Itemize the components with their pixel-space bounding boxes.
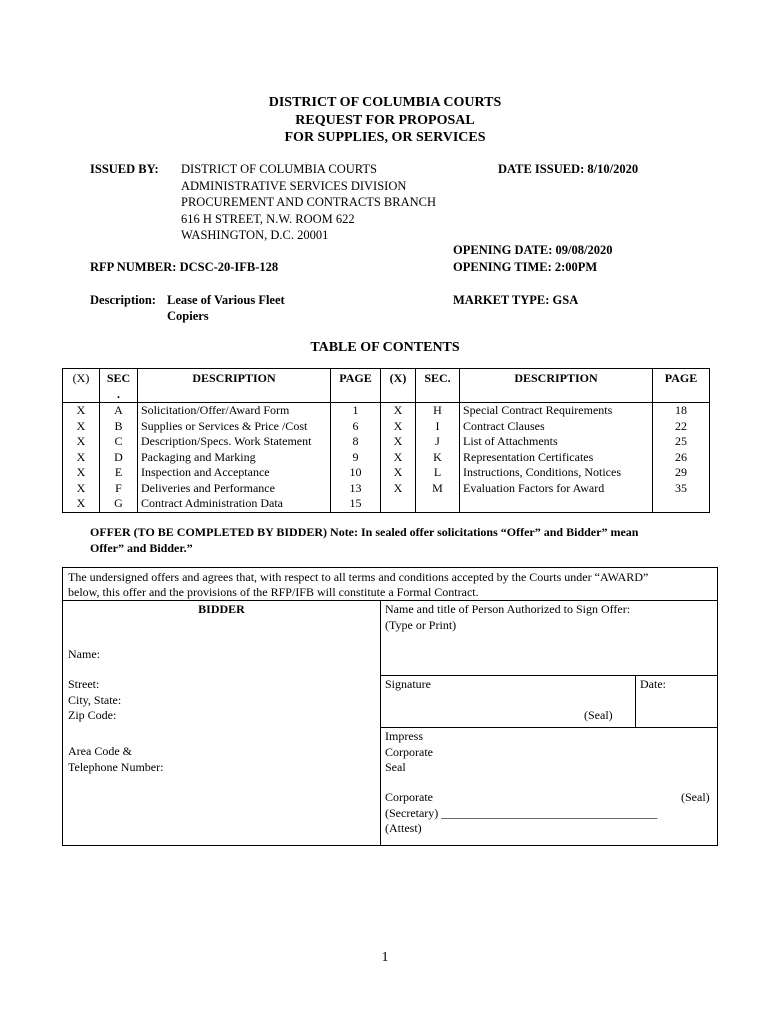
toc-page-2: 18 <box>653 403 710 419</box>
toc-x: X <box>63 403 100 419</box>
toc-sec: G <box>100 496 138 512</box>
toc-sec-2 <box>416 496 460 512</box>
toc-desc: Supplies or Services & Price /Cost <box>138 419 331 435</box>
toc-header-row <box>63 369 710 403</box>
toc-x-2 <box>381 496 416 512</box>
form-column-divider <box>380 600 381 845</box>
toc-x: X <box>63 434 100 450</box>
toc-x-2: X <box>381 419 416 435</box>
date-label: Date: <box>640 677 666 691</box>
corporate-secretary-label: Corporate <box>385 790 433 804</box>
toc-table <box>62 368 710 513</box>
offer-intro-line-1: The undersigned offers and agrees that, with respect to all terms and conditions accepted by the Courts under “AWARD” <box>68 570 649 584</box>
toc-x: X <box>63 481 100 497</box>
toc-x-2: X <box>381 465 416 481</box>
form-date-divider <box>635 675 636 727</box>
toc-page: 10 <box>331 465 381 481</box>
toc-x: X <box>63 419 100 435</box>
toc-desc-2: List of Attachments <box>460 434 653 450</box>
toc-sec: F <box>100 481 138 497</box>
toc-row <box>63 465 710 481</box>
toc-sec-2: J <box>416 434 460 450</box>
authorized-signer-label: Name and title of Person Authorized to Sign Offer: <box>385 602 631 616</box>
toc-page-2: 35 <box>653 481 710 497</box>
offer-intro-line-2: below, this offer and the provisions of the RFP/IFB will constitute a Formal Contract. <box>68 585 479 599</box>
toc-desc: Description/Specs. Work Statement <box>138 434 331 450</box>
toc-page: 8 <box>331 434 381 450</box>
name-label: Name: <box>68 647 100 661</box>
toc-sec-2: H <box>416 403 460 419</box>
corporate-label: Corporate <box>385 744 433 759</box>
toc-header-x: (X) <box>63 369 100 403</box>
toc-header-page: PAGE <box>331 369 381 403</box>
toc-page-2: 29 <box>653 465 710 481</box>
signature-seal-label: (Seal) <box>584 708 613 722</box>
toc-row <box>63 419 710 435</box>
toc-header-description: DESCRIPTION <box>138 369 331 403</box>
offer-note-line-1: OFFER (TO BE COMPLETED BY BIDDER) Note: In sealed offer solicitations “Offer” and Bidder” mean <box>90 525 639 539</box>
toc-desc-2: Evaluation Factors for Award <box>460 481 653 497</box>
description-line-2: Copiers <box>167 309 209 323</box>
issuer-line-3: PROCUREMENT AND CONTRACTS BRANCH <box>181 195 437 209</box>
toc-desc-2: Instructions, Conditions, Notices <box>460 465 653 481</box>
toc-x-2: X <box>381 403 416 419</box>
toc-desc-2: Contract Clauses <box>460 419 653 435</box>
toc-page: 9 <box>331 450 381 466</box>
opening-time: OPENING TIME: 2:00PM <box>453 260 598 274</box>
impress-label: Impress <box>385 729 423 743</box>
area-code-label: Area Code & <box>68 744 132 758</box>
toc-page-2: 26 <box>653 450 710 466</box>
document-title-line-2: REQUEST FOR PROPOSAL <box>295 112 475 128</box>
toc-desc: Packaging and Marking <box>138 450 331 466</box>
toc-row <box>63 434 710 450</box>
opening-date: OPENING DATE: 09/08/2020 <box>453 243 613 257</box>
signature-label: Signature <box>385 677 431 691</box>
toc-sec-2: M <box>416 481 460 497</box>
toc-header-description-2: DESCRIPTION <box>460 369 653 403</box>
form-divider <box>380 727 717 728</box>
toc-desc-2 <box>460 496 653 512</box>
bidder-heading: BIDDER <box>198 602 245 616</box>
toc-header-sec-dot: . <box>117 386 120 401</box>
toc-page: 13 <box>331 481 381 497</box>
toc-x: X <box>63 496 100 512</box>
toc-desc: Contract Administration Data <box>138 496 331 512</box>
corporate-seal-label: (Seal) <box>681 790 710 804</box>
market-type: MARKET TYPE: GSA <box>453 293 579 307</box>
date-issued: DATE ISSUED: 8/10/2020 <box>498 162 639 176</box>
form-divider <box>63 600 717 601</box>
toc-desc: Inspection and Acceptance <box>138 465 331 481</box>
document-title-line-3: FOR SUPPLIES, OR SERVICES <box>284 130 486 145</box>
toc-header-sec-2: SEC. <box>416 369 460 403</box>
toc-sec: C <box>100 434 138 450</box>
issuer-line-2: ADMINISTRATIVE SERVICES DIVISION <box>181 178 407 193</box>
issuer-line-4: 616 H STREET, N.W. ROOM 622 <box>181 211 355 226</box>
street-label: Street: <box>68 677 100 691</box>
seal-label: Seal <box>385 760 406 774</box>
attest-label: (Attest) <box>385 821 422 835</box>
toc-sec-2: L <box>416 465 460 481</box>
description-line-1: Lease of Various Fleet <box>167 293 285 307</box>
toc-header-sec <box>100 369 138 403</box>
toc-desc-2: Representation Certificates <box>460 450 653 466</box>
toc-page: 1 <box>331 403 381 419</box>
toc-row <box>63 496 710 512</box>
toc-x-2: X <box>381 450 416 466</box>
issuer-line-1: DISTRICT OF COLUMBIA COURTS <box>181 162 377 176</box>
zip-code-label: Zip Code: <box>68 708 117 722</box>
secretary-signature-line: (Secretary) ____________________________________ <box>385 805 658 820</box>
toc-x: X <box>63 465 100 481</box>
toc-header-x-2: (X) <box>381 369 416 403</box>
toc-x: X <box>63 450 100 466</box>
type-or-print-label: (Type or Print) <box>385 617 457 632</box>
toc-page: 15 <box>331 496 381 512</box>
toc-sec-2: I <box>416 419 460 435</box>
page-number: 1 <box>381 950 389 965</box>
toc-row <box>63 450 710 466</box>
toc-header-page-2: PAGE <box>653 369 710 403</box>
rfp-number: RFP NUMBER: DCSC-20-IFB-128 <box>90 260 279 274</box>
issuer-line-5: WASHINGTON, D.C. 20001 <box>181 228 329 242</box>
toc-sec: D <box>100 450 138 466</box>
toc-x-2: X <box>381 434 416 450</box>
city-state-label: City, State: <box>68 692 122 707</box>
issued-by-label: ISSUED BY: <box>90 162 159 176</box>
offer-note-line-2: Offer” and Bidder.” <box>90 541 193 555</box>
form-divider <box>380 675 717 676</box>
toc-sec: A <box>100 403 138 419</box>
document-title-line-1: DISTRICT OF COLUMBIA COURTS <box>268 95 502 110</box>
toc-row <box>63 403 710 419</box>
toc-desc-2: Special Contract Requirements <box>460 403 653 419</box>
toc-page-2: 22 <box>653 419 710 435</box>
telephone-label: Telephone Number: <box>68 759 164 774</box>
toc-page-2 <box>653 496 710 512</box>
toc-page-2: 25 <box>653 434 710 450</box>
toc-row <box>63 481 710 497</box>
toc-desc: Deliveries and Performance <box>138 481 331 497</box>
toc-x-2: X <box>381 481 416 497</box>
toc-page: 6 <box>331 419 381 435</box>
toc-sec: E <box>100 465 138 481</box>
offer-form <box>62 567 718 846</box>
toc-sec: B <box>100 419 138 435</box>
toc-sec-2: K <box>416 450 460 466</box>
toc-desc: Solicitation/Offer/Award Form <box>138 403 331 419</box>
toc-title: TABLE OF CONTENTS <box>310 340 460 355</box>
toc-header-sec-text: SEC <box>106 371 131 385</box>
description-label: Description: <box>90 293 156 307</box>
